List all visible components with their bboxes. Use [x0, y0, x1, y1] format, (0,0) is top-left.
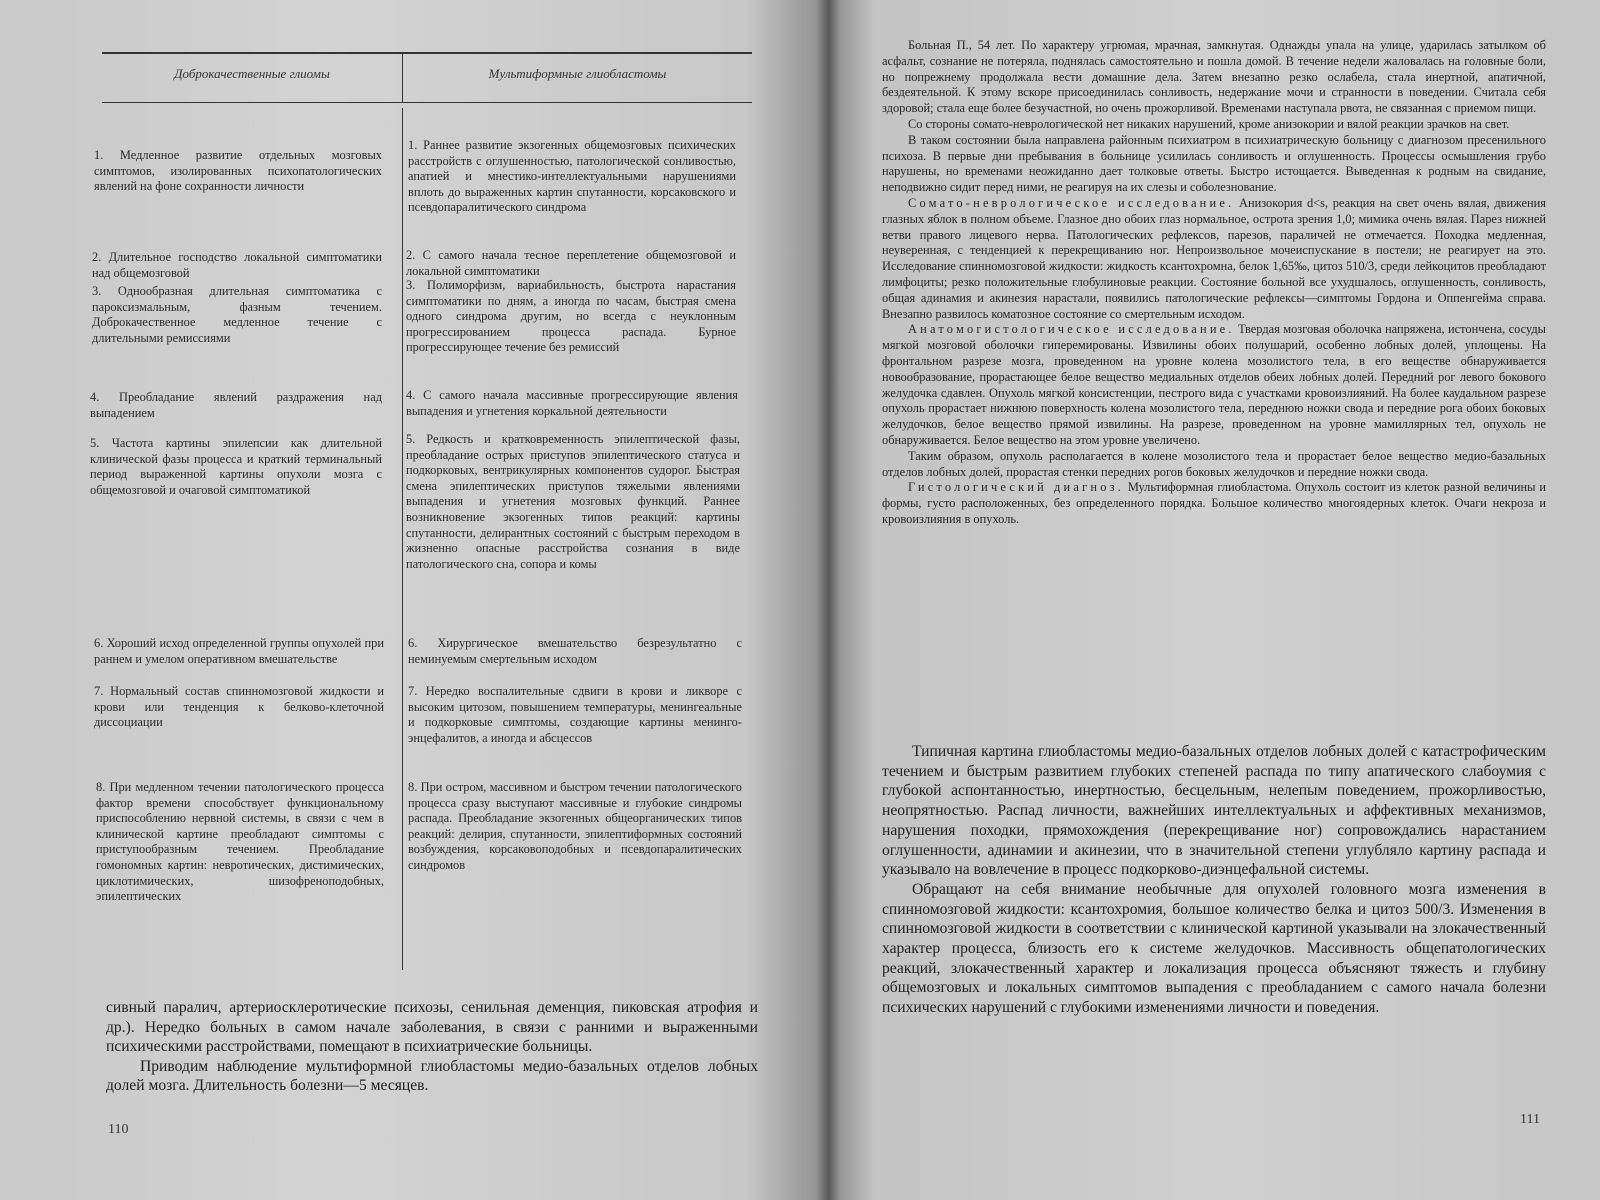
page-number-right: 111 [1520, 1112, 1540, 1127]
table-cell-right-8: 8. При остром, массивном и быстром течении патологического процесса сразу выступают массивные и глубокие синдромы распада. Преобладание экзогенных общеорганических типов реакций: делирия, спутанности, эпилептиформных состояний возбуждения, корсаковоподобных и псевдопаралитических синдромов [408, 780, 742, 872]
right-main-text [882, 742, 1546, 1018]
left-bottom-text [106, 998, 758, 1096]
table-cell-left-2: 2. Длительное господство локальной симптоматики над общемозговой [92, 250, 382, 280]
case-report [882, 38, 1546, 528]
heading-somato-neuro: Сомато-неврологическое исследование. [908, 195, 1235, 210]
table-cell-left-7: 7. Нормальный состав спинномозговой жидкости и крови или тенденция к белково-клеточной диссоциации [94, 684, 384, 730]
case-histology: Гистологический диагноз. Мультиформная глиобластома. Опухоль состоит из клеток разной величины и формы, густо расположенных, без определенного порядка. Большое количество многоядерных клеток. Очаги некроза и кровоизлияния в опухоль. [882, 480, 1546, 526]
case-somato-neuro-brief: Со стороны сомато-неврологической нет никаких нарушений, кроме анизокории и вялой реакции зрачков на свет. [908, 116, 1510, 131]
case-anatomy-exam: Анатомогистологическое исследование. Твердая мозговая оболочка напряжена, истончена, сосуды мягкой мозговой оболочки гиперемированы. Извилины обоих полушарий, особенно лобных долей, уплощены. На фронтальном разрезе мозга, проведенном на уровне колена мозолистого тела, в его веществе обнаруживается новообразование, прорастающее белое вещество медиальных отделов обеих лобных долей. Передний рог левого бокового желудочка сдавлен. Опухоль мягкой консистенции, пестрого вида с участками кровоизлияний. На более каудальном разрезе опухоль прорастает нижнюю поверхность колена мозолистого тела, переднюю ножки свода и передние рога обоих боковых желудочков, белое вещество прямой извилины. На разрезе, проведенном на уровне мамиллярных тел, опухоль не обнаруживается. Белое вещество на этом уровне увеличено. [882, 322, 1546, 447]
table-cell-left-5: 5. Частота картины эпилепсии как длительной клинической фазы процесса и краткий терминальный период выраженной картины опухоли мозга с общемозговой и очаговой симптоматикой [90, 436, 382, 497]
header-multiform-glioblastomas: Мультиформные глиобластомы [488, 66, 667, 81]
left-paragraph-continuation: сивный паралич, артериосклеротические психозы, сенильная деменция, пиковская атрофия и др.). Нередко больных в самом начале заболевания, в связи с ранними и выраженными психическими расстройствами, помещают в психиатрические больницы. [106, 999, 758, 1056]
book-gutter [816, 0, 840, 1200]
table-cell-left-4: 4. Преобладание явлений раздражения над выпадением [90, 390, 382, 420]
heading-histology: Гистологический диагноз. [908, 480, 1124, 495]
table-cell-left-8: 8. При медленном течении патологического процесса фактор времени способствует функциональному приспособлению нервной системы, в связи с чем в клинической картине преобладают симптомы с приступообразным течением. Преобладание гомономных картин: невротических, дистимических, циклотимических, шизофреноподобных, эпилептических [96, 780, 384, 904]
table-cell-right-1: 1. Раннее развитие экзогенных общемозговых психических расстройств с оглушенностью, патологической сонливостью, апатией и мнестико-интеллектуальными нарушениями вплоть до выраженных картин спутанности, корсаковского и псевдопаралитического синдрома [408, 138, 736, 215]
heading-anatomy: Анатомогистологическое исследование. [908, 322, 1235, 337]
table-cell-left-6: 6. Хороший исход определенной группы опухолей при раннем и умелом оперативном вмешательстве [94, 636, 384, 666]
table-column-divider [402, 108, 403, 970]
comparison-table [90, 52, 752, 972]
table-cell-right-3: 3. Полиморфизм, вариабильность, быстрота нарастания симптоматики по дням, а иногда по часам, быстрая смена одного синдрома другим, но всегда с неуклонным прогрессированием процесса распада. Бурное прогрессирующее течение без ремиссий [406, 278, 736, 355]
table-cell-right-7: 7. Нередко воспалительные сдвиги в крови и ликворе с высоким цитозом, повышением температуры, менингеальные и подкорковые симптомы, создающие картины менинго-энцефалитов, а иногда и абсцессов [408, 684, 742, 745]
case-conclusion: Таким образом, опухоль располагается в колене мозолистого тела и прорастает белое вещество медио-базальных отделов лобных долей, прорастая стенки передних рогов боковых желудочков и передние ножки свода. [882, 448, 1546, 479]
table-cell-right-4: 4. С самого начала массивные прогрессирующие явления выпадения и угнетения коркальной деятельности [406, 388, 738, 418]
table-cell-right-6: 6. Хирургическое вмешательство безрезультатно с неминуемым смертельным исходом [408, 636, 742, 666]
header-benign-gliomas: Доброкачественные глиомы [174, 66, 330, 81]
main-paragraph-2: Обращают на себя внимание необычные для опухолей головного мозга изменения в спинномозговой жидкости: ксантохромия, большое количество белка и цитоз 500/3. Изменения в спинномозговой жидкости в соответствии с клинической картиной указывали на злокачественный характер процесса, близость его к системе желудочков. Массивность общепатологических реакций, злокачественный характер и локализация процесса объясняют тяжесть и глубину общемозговых и локальных симптомов выпадения с преобладанием с самого начала болезни психических нарушений с глубокими изменениями личности и поведения. [882, 880, 1546, 1017]
table-cell-left-1: 1. Медленное развитие отдельных мозговых симптомов, изолированных психопатологических явлений на фоне сохранности личности [94, 148, 382, 194]
case-history: Больная П., 54 лет. По характеру угрюмая, мрачная, замкнутая. Однажды упала на улице, ударилась затылком об асфальт, сознание не потеряла, поднялась самостоятельно и пошла домой. В течение недели жаловалась на головные боли, но попрежнему продолжала вести домашние дела. Затем внезапно резко ослабела, стала инертной, апатичной, бездеятельной. К этому вскоре присоединилась сонливость, недержание мочи и странности в поведении. Считала себя здоровой; стала еще более безучастной, но очень прожорливой. Временами наступала рвота, не связанная с приемом пищи. [882, 38, 1546, 116]
case-somato-neuro-exam: Сомато-неврологическое исследование. Анизокория d<s, реакция на свет очень вялая, движения глазных яблок в полном объеме. Глазное дно обоих глаз нормальное, острота зрения 1,0; мимика очень вялая. Парез нижней ветви правого лицевого нерва. Патологических рефлексов, парезов, параличей не отмечается. Походка медленная, неуверенная, с тенденцией к перекрещиванию ног. Непроизвольное мочеиспускание в постели; не реагирует на это. Исследование спинномозговой жидкости: жидкость ксантохромна, белок 1,65‰, цитоз 510/3, среди лейкоцитов преобладают лимфоциты; резко положительные глобулиновые реакции. Состояние больной все ухудшалось, оглушенность, сонливость, общая адинамия и акинезия нарастали, появились патологические рефлексы—симптомы Гордона и Оппенгейма справа. Внезапно развилось коматозное состояние со смертельным исходом. [882, 195, 1546, 321]
table-top-rule [102, 52, 752, 54]
table-cell-right-5: 5. Редкость и кратковременность эпилептической фазы, преобладание острых приступов эпилептического статуса и подкорковых, вентрикулярных компонентов судорог. Быстрая смена эпилептических приступов тяжелыми явлениями выпадения и угнетения мозговых функций. Раннее возникновение экзогенных типов реакций: картины спутанности, делирантных состояний с быстрым переходом в жизненно опасные расстройства сознания в виде патологического сна, сопора и комы [406, 432, 740, 571]
main-paragraph-1: Типичная картина глиобластомы медио-базальных отделов лобных долей с катастрофическим течением и быстрым развитием глубоких степеней распада по типу апатического слабоумия с глубокой аспонтанностью, инертностью, бесцельным, нелепым поведением, прожорливостью, неопрятностью. Распад личности, важнейших интеллектуальных и аффективных механизмов, нарушения походки, прямохождения (перекрещивание ног) сопровождались нарастанием оглушенности, адинамии и акинезии, что в значительной степени углубляло картину распада и указывало на вовлечение в процесс подкорково-диэнцефальной системы. [882, 743, 1546, 879]
case-hospital-course: В таком состоянии была направлена районным психиатром в психиатрическую больницу с диагнозом пресенильного психоза. В первые дни пребывания в больнице усилилась сонливость и оглушенность. Процессы осмышления грубо нарушены, но временами неожиданно дает толковые ответы. Быстро истощается. Выведенная к родным на свидание, неподвижно сидит перед ними, не реагируя на их слезы и соболезнование. [882, 132, 1546, 195]
table-cell-left-3: 3. Однообразная длительная симптоматика с пароксизмальным, фазным течением. Доброкачественное медленное течение с длительными ремиссиями [92, 284, 382, 345]
left-paragraph-observation: Приводим наблюдение мультиформной глиобластомы медио-базальных отделов лобных долей мозга. Длительность болезни—5 месяцев. [106, 1057, 758, 1095]
page-number-left: 110 [108, 1122, 129, 1137]
table-cell-right-2: 2. С самого начала тесное переплетение общемозговой и локальной симптоматики [406, 248, 736, 278]
table-header-rule [102, 102, 752, 103]
